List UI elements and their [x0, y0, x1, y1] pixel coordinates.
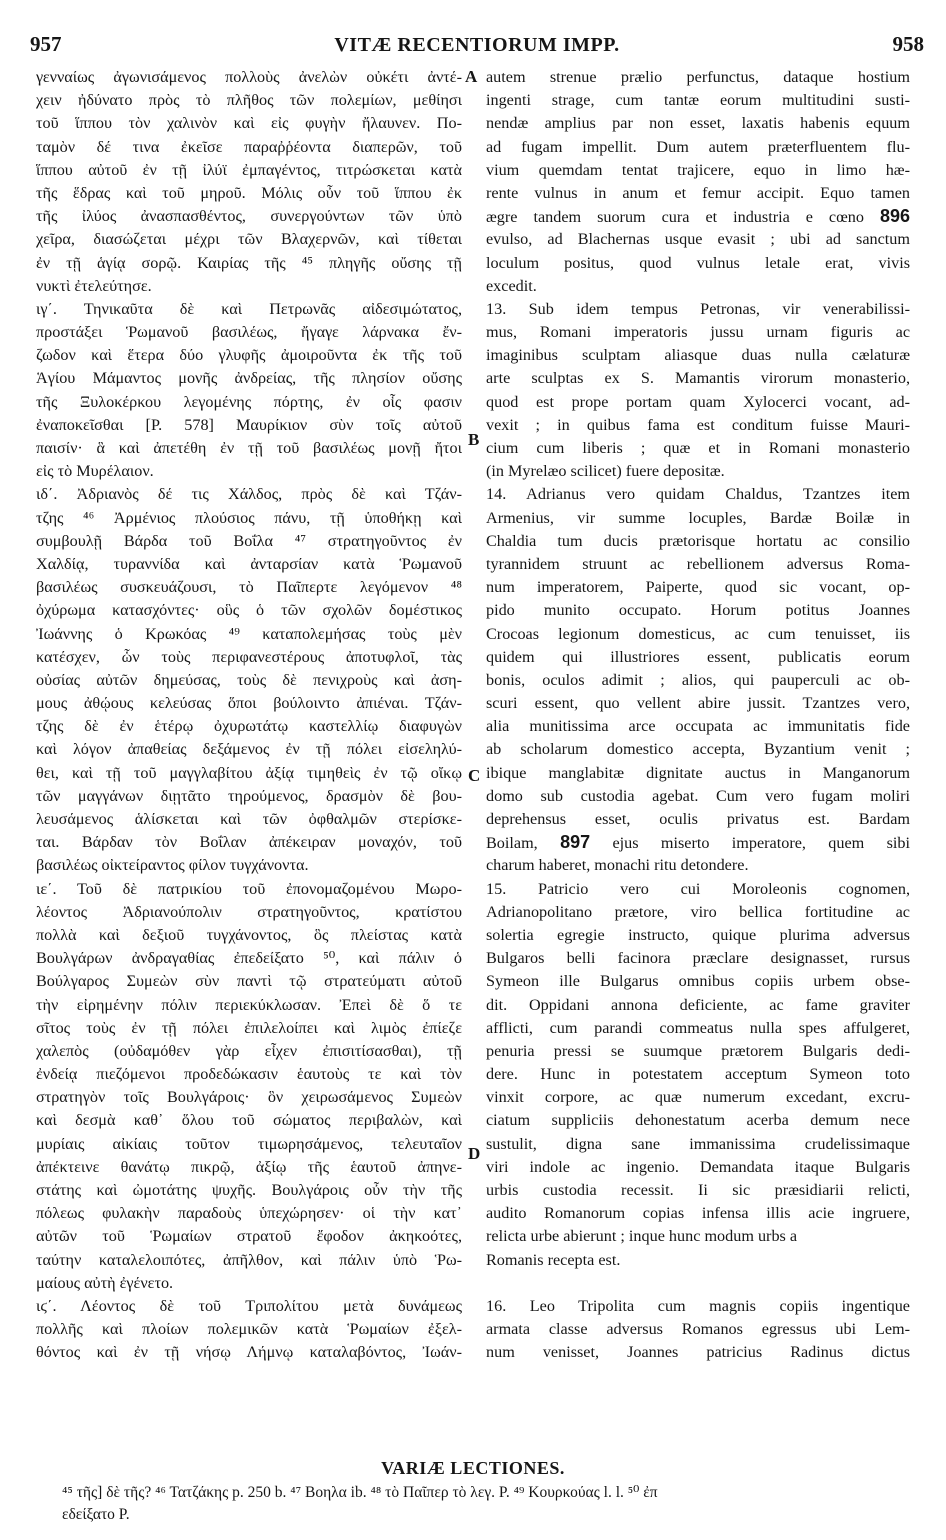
latin-text-line: excedit. [486, 276, 537, 295]
latin-text-line: 15. Patricio vero cui Moroleonis cognomen, [486, 879, 910, 898]
latin-text-line: (in Myrelæo scilicet) fuere depositæ. [486, 462, 725, 481]
latin-text-line: relicta urbe abierunt ; inque hunc modum urbs a [486, 1227, 798, 1246]
latin-text-line: scuri essent, quo vellent abire jussit. Tzantzes vero, [486, 694, 910, 713]
page-number-right: 958 [892, 32, 924, 56]
greek-text-line: καὶ λόγον ἀπαθείας δεξάμενος ἐν τῇ πόλει εἰσεληλύ- [36, 740, 462, 759]
greek-text-line: μαίους αὐτὴ ἐγένετο. [36, 1273, 174, 1292]
latin-text-line: autem strenue prælio perfunctus, dataque hostium [486, 68, 910, 86]
variae-line: εδείξατο P. [62, 1506, 130, 1523]
latin-text-line: Romanis recepta est. [486, 1250, 621, 1269]
latin-text-line: quidem qui illustriores essent, publicatis eorum [486, 647, 910, 666]
latin-text-line: audito Romanorum copias infensa illis acie ingruere, [486, 1204, 910, 1223]
greek-column [36, 66, 462, 1365]
latin-text-line: tyrannidem struunt ac rebellionem adversus Roma- [486, 554, 910, 573]
greek-text-line: θόντος καὶ ἐν τῇ νήσῳ Λήμνῳ καταλαβόντος, Ἰωάν- [36, 1343, 462, 1362]
latin-text-line: dit. Oppidani annona deficiente, ac fame graviter [486, 995, 910, 1014]
latin-text-line: ciatum suppliciis dehonestatum acerba demum nece [486, 1111, 910, 1130]
latin-text-line: alia munitissima arce occupata ac immunitatis fide [486, 717, 910, 736]
latin-text-line: Symeon ille Bulgarus omnibus copiis urbem obse- [486, 972, 910, 991]
greek-text-line: ιε΄. Τοῦ δὲ πατρικίου τοῦ ἐπονομαζομένου Μωρο- [36, 879, 462, 898]
greek-text-line: στρατηγὸν τοῖς Βουλγάροις· ὃν χειρωσάμενος Συμεὼν [36, 1088, 462, 1107]
greek-text-line: γενναίως ἀγωνισάμενος πολλοὺς ἀνελὼν οὐκέτι ἀντέ- [36, 68, 462, 86]
latin-text-line: ab scholarum domestico accepta, Byzantium venit ; [486, 740, 910, 759]
greek-text-line: ἐναποκεῖσθαι [P. 578] Μαυρίκιον σὺν τοῖς αὐτοῦ [36, 415, 462, 434]
greek-text-line: τῆς Ξυλοκέρκου λεγομένης πόρτης, ἐν οἷς φασιν [36, 392, 462, 411]
greek-text-line: οὐσίας αὐτῶν δημεύσας, τοὺς δὲ πενιχροὺς καὶ ἀση- [36, 670, 462, 689]
greek-text-line: καὶ δεσμὰ καθ᾽ ὅλου τοῦ σώματος περιβαλὼν, καὶ [36, 1111, 462, 1130]
greek-text-line: θει, καὶ τῇ τοῦ μαγγλαβίτου ἀξίᾳ τιμηθεὶς ἐν τῷ οἴκῳ [36, 763, 462, 782]
greek-text-line: ταύτην καταλελοιπότες, ἀπῆλθον, καὶ πάλιν ὑπὸ Ῥω- [36, 1250, 462, 1269]
greek-text-line: τζης ⁴⁶ Ἀρμένιος πλούσιος πάνυ, τῇ ὑποθήκῃ καὶ [36, 508, 462, 527]
latin-text-line: ingenti strage, cum tantæ eorum multitudini susti- [486, 91, 910, 110]
greek-text-line: πόλεως φυλακὴν παραδοὺς ὑπεχώρησεν· οἱ τὴν κατ᾽ [36, 1204, 462, 1223]
latin-text-line: num imperatorem, Paiperte, quod sic vocant, op- [486, 578, 910, 597]
greek-text-line: βασιλέως συσκευάζουσι, τὸ Παῖπερτε λεγόμενον ⁴⁸ [36, 578, 462, 597]
greek-text-line: συμβουλῇ Βάρδα τοῦ Βοΐλα ⁴⁷ στρατηγοῦντος ἐν [36, 531, 462, 550]
variae-lectiones-title: VARIÆ LECTIONES. [381, 1458, 565, 1478]
margin-letter-d: D [468, 1144, 481, 1163]
greek-text-line: ιγ΄. Τηνικαῦτα δὲ καὶ Πετρωνᾶς αἰδεσιμώτατος, [36, 299, 462, 318]
greek-text-line: Βούλγαρος Συμεὼν σὺν παντὶ τῷ στρατεύματι αὐτοῦ [36, 972, 462, 991]
greek-text-line: χεῖρα, διασώζεται μέχρι τῶν Βλαχερνῶν, καὶ τίθεται [36, 230, 462, 249]
greek-text-line: ιδ΄. Ἀδριανὸς δέ τις Χάλδος, πρὸς δὲ καὶ Τζάν- [36, 485, 462, 504]
variae-line: ⁴⁵ τῆς] δὲ τῆς? ⁴⁶ Τατζάκης p. 250 b. ⁴⁷ Βοηλα ib. ⁴⁸ τὸ Παῖπερ τὸ λεγ. P. ⁴⁹ Κουρκούας l. l. ⁵⁰ ἐπ [62, 1484, 658, 1501]
latin-text-line: ibique manglabitæ dignitate auctus in Manganorum [486, 763, 910, 782]
greek-text-line: νυκτὶ ἐτελεύτησε. [36, 276, 152, 295]
latin-text-line: Boilam, 897 ejus miserto imperatore, quem sibi [486, 832, 910, 853]
latin-column [486, 66, 910, 1365]
greek-text-line: λέοντος Ἀδριανούπολιν στρατηγοῦντος, κρατίστου [36, 902, 462, 921]
latin-text-line [486, 1272, 910, 1295]
greek-text-line: ἵππου αὐτοῦ ἐν τῇ ἰλύϊ ἐμπαγέντος, τιτρώσκεται κατὰ [36, 160, 462, 179]
latin-text-line: penuria pressi se suumque prætorem Bulgaris dedi- [486, 1041, 910, 1060]
latin-text-line: ægre tandem suorum cura et industria e cœno 896 [486, 206, 910, 227]
greek-text-line: προστάξει Ῥωμανοῦ βασιλέως, ἤγαγε λάρνακα ἔν- [36, 323, 462, 342]
latin-text-line: solertia egregie instructo, quique plurima adversus [486, 925, 910, 944]
latin-text-line: rente vulnus in anum et femur accipit. Equo tamen [486, 183, 910, 202]
latin-text-line: sustulit, digna sane immanissima crudelissimaque [486, 1134, 910, 1153]
latin-text-line: quod est prope portam quam Xylocerci vocant, ad- [486, 392, 910, 411]
greek-text-line: ταμὸν δέ τινα ἐκεῖσε παραῤῥέοντα διαπερῶν, τοῦ [36, 137, 462, 156]
greek-text-line: τῶν μαγγάνων διῃτᾶτο τηρούμενος, δρασμὸν δὲ βου- [36, 786, 462, 805]
latin-text-line: 16. Leo Tripolita cum magnis copiis ingentique [486, 1296, 910, 1315]
greek-text-line: τῆς ἕδρας καὶ τοῦ μηροῦ. Μόλις οὖν τοῦ ἵππου ἐκ [36, 183, 462, 202]
folio-marker: 896 [879, 206, 910, 227]
greek-text-line: ιϛ΄. Λέοντος δὲ τοῦ Τριπολίτου μετὰ δυνάμεως [36, 1296, 462, 1315]
greek-text-line: μους ἀθῴους κελεύσας ὅποι βούλοιντο ἀπιέναι. Τζάν- [36, 694, 462, 713]
latin-text-line: 13. Sub idem tempus Petronas, vir venerabilissi- [486, 299, 910, 318]
greek-text-line: κατέσχεν, ὧν τοὺς περιφανεστέρους ἀποτυφλοῖ, τὰς [36, 647, 462, 666]
latin-text-line: imaginibus sculptam aliasque duas nulla cælaturæ [486, 346, 910, 365]
greek-text-line: παισίν· ἃ καὶ ἀπετέθη ἐν τῇ τοῦ βασιλέως μονῇ ἤτοι [36, 439, 462, 457]
latin-text-line: dere. Hunc in potestatem acceptum Symeon toto [486, 1065, 910, 1084]
greek-text-line: τῆς ἰλύος ἀνασπασθέντος, συνεργούντων τῶν ὑπὸ [36, 207, 462, 226]
latin-text-line: Crocoas legionum domesticus, ac cum tenuisset, iis [486, 624, 910, 643]
greek-text-line: λευσάμενος ἁλίσκεται καὶ τῶν ὀφθαλμῶν στερίσκε- [36, 810, 462, 828]
latin-text-line: vexit ; in quibus fama est conditum fuisse Mauri- [486, 415, 910, 434]
latin-text-line: deprehensus esset, oculis privatus est. Bardam [486, 810, 910, 828]
page-number-left: 957 [30, 32, 62, 56]
latin-text-line: vinxit corpore, ac quæ numerum excedant, excru- [486, 1088, 910, 1107]
greek-text-line: εἰς τὸ Μυρέλαιον. [36, 462, 154, 481]
margin-letter-b: B [468, 430, 480, 449]
folio-marker: 897 [560, 832, 591, 853]
greek-text-line: ἀπέκτεινε θανάτῳ πικρῷ, ἀξίῳ τῆς ἑαυτοῦ ἀπηνε- [36, 1157, 462, 1176]
greek-text-line: ἐνδείᾳ πιεζόμενοι προδεδώκασιν ἑαυτοὺς τε καὶ τὸν [36, 1065, 462, 1084]
latin-text-line: num venisset, Joannes patricius Radinus dictus [486, 1343, 910, 1362]
latin-text-line: afflicti, cum parandi commeatus nulla spes affulgeret, [486, 1018, 910, 1037]
greek-text-line: τὴν εἰρημένην πόλιν περιεκύκλωσαν. Ἐπεὶ δὲ ὅ τε [36, 995, 462, 1014]
greek-text-line: ἐν τῇ ἁγίᾳ σορῷ. Καιρίας τῆς ⁴⁵ πληγῆς οὔσης τῇ [36, 253, 462, 272]
margin-letter-a: A [465, 67, 478, 86]
latin-text-line: Bulgaros belli facinora præclare designasset, rursus [486, 949, 910, 968]
latin-text-line: 14. Adrianus vero quidam Chaldus, Tzantzes item [486, 485, 910, 504]
latin-text-line: pido munito occupato. Horum potitus Joannes [486, 601, 910, 620]
greek-text-line: χαλεπὸς (οὐδαμόθεν γὰρ εἶχεν ἐπισιτίσασθαι), τῇ [36, 1041, 462, 1060]
latin-text-line: armata classe adversus Romanos egressus ubi Lem- [486, 1320, 910, 1339]
latin-text-line: cium cum liberis ; quæ et in Romani monasterio [486, 439, 910, 457]
latin-text-line: Chaldia tum ducis prætorisque hortatu ac consilio [486, 531, 910, 550]
greek-text-line: στάτης καὶ ὠμοτάτης ψυχῆς. Βουλγάροις οὖν τὴν τῆς [36, 1181, 462, 1199]
latin-text-line: bonis, oculos adimit ; alios, qui pauperculi ac ob- [486, 670, 910, 689]
greek-text-line: πολλὰ καὶ δεξιοῦ τυγχάνοντος, ὃς πλείστας κατὰ [36, 925, 462, 944]
latin-text-line: nendæ amplius par non esset, laxatis habenis equum [486, 114, 910, 133]
margin-letter-c: C [468, 766, 481, 785]
latin-text-line: Armenius, vir summe locuples, Bardæ Boilæ in [486, 508, 910, 527]
greek-text-line: Χαλδίᾳ, τυραννίδα καὶ ἀνταρσίαν κατὰ Ῥωμανοῦ [36, 554, 462, 573]
greek-text-line: Βουλγάρων ἀνδραγαθίας ἐπεδείξατο ⁵⁰, καὶ πάλιν ὁ [36, 949, 462, 968]
latin-text-line: vium quemdam tentat trajicere, equo in limo hæ- [486, 160, 910, 179]
latin-text-line: ad fugam impellit. Dum autem præterfluentem flu- [486, 137, 910, 156]
running-title: VITÆ RECENTIORUM IMPP. [334, 34, 620, 56]
greek-text-line: ται. Βάρδαν τὸν Βοΐλαν ἀπέκειραν μοναχόν, τοῦ [36, 833, 462, 852]
latin-text-line: arte sculptas ex S. Mamantis virorum monasterio, [486, 369, 910, 388]
latin-text-line: domo sub custodia agebat. Cum vero fugam moliri [486, 786, 910, 805]
greek-text-line: Ἰωάννης ὁ Κρωκόας ⁴⁹ καταπολεμήσας τοὺς μὲν [36, 624, 462, 643]
latin-text-line: Adrianopolitano prætore, viro bellica fortitudine ac [486, 902, 910, 921]
greek-text-line: βασιλέως οἰκτείραντος φίλον τυγχάνοντα. [36, 856, 309, 875]
greek-text-line: αὐτῶν τοῦ Ῥωμαίων στρατοῦ ἔφοδον ἀκηκοότες, [36, 1227, 462, 1246]
greek-text-line: τζης δὲ ἐν ἑτέρῳ ὀχυρωτάτῳ καστελλίῳ διαφυγὼν [36, 717, 462, 736]
greek-text-line: ζωδον καὶ ἕτερα δύο γλυφῆς ἀμοιροῦντα ἐκ τῆς τοῦ [36, 346, 462, 365]
latin-text-line: mus, Romani imperatoris jussu urnam figuris ac [486, 323, 910, 342]
latin-text-line: viri indole ac ingenio. Demandata itaque Bulgaris [486, 1157, 910, 1176]
latin-text-line: evulso, ad Blachernas usque evasit ; ubi ad sanctum [486, 230, 910, 249]
greek-text-line: χειν ἠδύνατο πρὸς τὸ πλῆθος τῶν πολεμίων, μεθίησι [36, 91, 462, 110]
page-header [30, 32, 924, 66]
greek-text-line: τοῦ ἵππου τὸν χαλινὸν καὶ εἰς φυγὴν ἤλαυνεν. Πο- [36, 114, 462, 133]
latin-text-line: charum haberet, monachi ritu detondere. [486, 856, 749, 875]
greek-text-line: σῖτος τοὺς ἐν τῇ πόλει ἐπιλελοίπει καὶ λιμὸς ἐπίεζε [36, 1018, 462, 1037]
greek-text-line: ὀχύρωμα κατασχόντες· οὓς ὁ τῶν σχολῶν δομέστικος [36, 601, 462, 620]
latin-text-line: urbis custodia recessit. Ii sic præsidiarii relicti, [486, 1181, 910, 1199]
greek-text-line: πολλῆς καὶ πλοίων πολεμικῶν κατὰ Ῥωμαίων ἐξελ- [36, 1320, 462, 1339]
greek-text-line: Ἁγίου Μάμαντος μονῆς ἀνδρείας, τῆς πλησίον οὔσης [36, 369, 462, 388]
variae-lectiones [62, 1482, 924, 1526]
latin-text-line: loculum positus, quod vulnus letale erat, vivis [486, 253, 910, 272]
greek-text-line: μυρίαις αἰκίαις τοῦτον τιμωρησάμενος, τελευταῖον [36, 1134, 462, 1153]
